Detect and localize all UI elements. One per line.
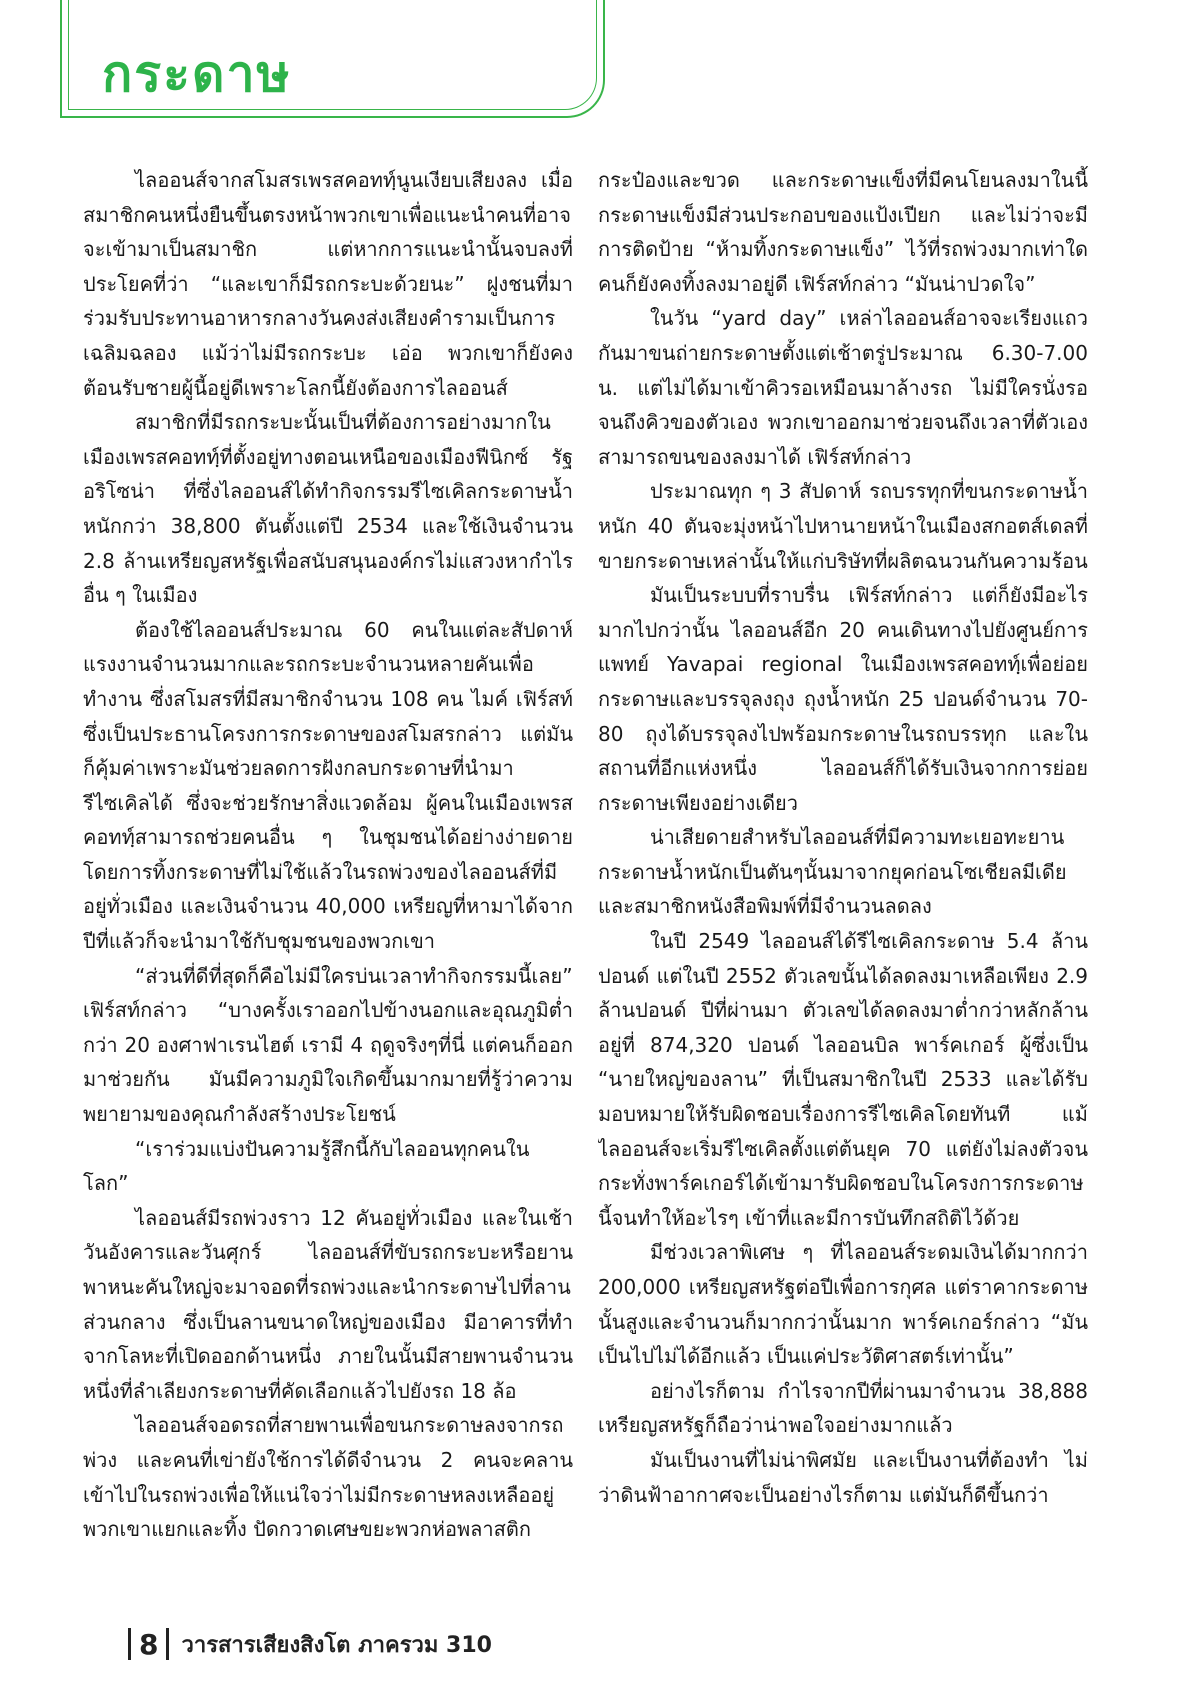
paragraph: ไลออนส์จอดรถที่สายพานเพื่อขนกระดาษลงจากรถพ่วง และคนที่เข่ายังใช้การได้ดีจำนวน 2 คนจะคลานเข้าไปในรถพ่วงเพื่อให้แน่ใจว่าไม่มีกระดาษหลงเหลืออยู่ พวกเขาแยกและทิ้ง ปัดกวาดเศษขยะพวกห่อพลาสติก: [83, 1413, 573, 1542]
paragraph: “เราร่วมแบ่งปันความรู้สึกนี้กับไลออนทุกคนในโลก”: [83, 1136, 530, 1196]
paragraph: ประมาณทุก ๆ 3 สัปดาห์ รถบรรทุกที่ขนกระดาษน้ำหนัก 40 ตันจะมุ่งหน้าไปหานายหน้าในเมืองสกอตส์เดลที่ขายกระดาษเหล่านั้นให้แก่บริษัทที่ผลิตฉนวนกันความร้อน: [598, 479, 1088, 573]
paragraph: ไลออนส์จากสโมสรเพรสคอททฺ์นูนเงียบเสียงลง เมื่อสมาชิกคนหนึ่งยืนขึ้นตรงหน้าพวกเขาเพื่อแนะนำคนที่อาจจะเข้ามาเป็นสมาชิก แต่หากการแนะนำนั้นจบลงที่ประโยคที่ว่า “และเขาก็มีรถกระบะด้วยนะ” ฝูงชนที่มาร่วมรับประทานอาหารกลางวันคงส่งเสียงคำรามเป็นการเฉลิมฉลอง แม้ว่าไม่มีรถกระบะ เอ่อ พวกเขาก็ยังคงต้อนรับชายผู้นี้อยู่ดีเพราะโลกนี้ยังต้องการไลออนส์: [83, 168, 573, 400]
page-number: 8: [139, 1627, 159, 1661]
left-column: [83, 163, 573, 1590]
paragraph: มีช่วงเวลาพิเศษ ๆ ที่ไลออนส์ระดมเงินได้มากกว่า 200,000 เหรียญสหรัฐต่อปีเพื่อการกุศล แต่ราคากระดาษนั้นสูงและจำนวนก็มากกว่านั้นมาก พาร์คเกอร์กล่าว “มันเป็นไปไม่ได้อีกแล้ว เป็นแค่ประวัติศาสตร์เท่านั้น”: [598, 1240, 1088, 1369]
paragraph: ต้องใช้ไลออนส์ประมาณ 60 คนในแต่ละสัปดาห์ แรงงานจำนวนมากและรถกระบะจำนวนหลายคันเพื่อทำงาน ซึ่งสโมสรที่มีสมาชิกจำนวน 108 คน ไมค์ เฟิร์สท์ ซึ่งเป็นประธานโครงการกระดาษของสโมสรกล่าว แต่มันก็คุ้มค่าเพราะมันช่วยลดการฝังกลบกระดาษที่นำมารีไซเคิลได้ ซึ่งจะช่วยรักษาสิ่งแวดล้อม ผู้คนในเมืองเพรสคอททฺ์สามารถช่วยคนอื่น ๆ ในชุมชนได้อย่างง่ายดาย โดยการทิ้งกระดาษที่ไม่ใช้แล้วในรถพ่วงของไลออนส์ที่มีอยู่ทั่วเมือง และเงินจำนวน 40,000 เหรียญที่หามาได้จากปีที่แล้วก็จะนำมาใช้กับชุมชนของพวกเขา: [83, 617, 573, 954]
footer-divider: [128, 1628, 131, 1660]
paragraph: สมาชิกที่มีรถกระบะนั้นเป็นที่ต้องการอย่างมากในเมืองเพรสคอททฺ์ที่ตั้งอยู่ทางตอนเหนือของเมืองฟีนิกซ์ รัฐอริโซน่า ที่ซึ่งไลออนส์ได้ทำกิจกรรมรีไซเคิลกระดาษน้ำหนักกว่า 38,800 ตันตั้งแต่ปี 2534 และใช้เงินจำนวน 2.8 ล้านเหรียญสหรัฐเพื่อสนับสนุนองค์กรไม่แสวงหากำไรอื่น ๆ ในเมือง: [83, 410, 573, 608]
paragraph: กระป๋องและขวด และกระดาษแข็งที่มีคนโยนลงมาในนี้ กระดาษแข็งมีส่วนประกอบของแป้งเปียก และไม่ว่าจะมีการติดป้าย “ห้ามทิ้งกระดาษแข็ง” ไว้ที่รถพ่วงมากเท่าใด คนก็ยังคงทิ้งลงมาอยู่ดี เฟิร์สท์กล่าว “มันน่าปวดใจ”: [598, 168, 1088, 296]
paragraph: ในปี 2549 ไลออนส์ได้รีไซเคิลกระดาษ 5.4 ล้านปอนด์ แต่ในปี 2552 ตัวเลขนั้นได้ลดลงมาเหลือเพียง 2.9 ล้านปอนด์ ปีที่ผ่านมา ตัวเลขได้ลดลงมาต่ำกว่าหลักล้านอยู่ที่ 874,320 ปอนด์ ไลออนบิล พาร์คเกอร์ ผู้ซึ่งเป็น “นายใหญ่ของลาน” ที่เป็นสมาชิกในปี 2533 และได้รับมอบหมายให้รับผิดชอบเรื่องการรีไซเคิลโดยทันที แม้ไลออนส์จะเริ่มรีไซเคิลตั้งแต่ต้นยุค 70 แต่ยังไม่ลงตัวจนกระทั่งพาร์คเกอร์ได้เข้ามารับผิดชอบในโครงการกระดาษนี้จนทำให้อะไรๆ เข้าที่และมีการบันทึกสถิติไว้ด้วย: [598, 929, 1088, 1230]
article-body: [83, 163, 1095, 1590]
page-footer: [128, 1626, 492, 1662]
paragraph: ในวัน “yard day” เหล่าไลออนส์อาจจะเรียงแถวกันมาขนถ่ายกระดาษตั้งแต่เช้าตรู่ประมาณ 6.30-7.00 น. แต่ไม่ได้มาเข้าคิวรอเหมือนมาล้างรถ ไม่มีใครนั่งรอจนถึงคิวของตัวเอง พวกเขาออกมาช่วยจนถึงเวลาที่ตัวเองสามารถขนของลงมาได้ เฟิร์สท์กล่าว: [598, 306, 1088, 469]
paragraph: มันเป็นงานที่ไม่น่าพิศมัย และเป็นงานที่ต้องทำ ไม่ว่าดินฟ้าอากาศจะเป็นอย่างไรก็ตาม แต่มันก็ดีขึ้นกว่า: [598, 1447, 1088, 1507]
section-title: กระดาษ: [102, 45, 292, 103]
footer-divider: [166, 1628, 169, 1660]
journal-name: วารสารเสียงสิงโต ภาครวม 310: [181, 1632, 492, 1658]
right-column: [598, 163, 1088, 1590]
paragraph: ไลออนส์มีรถพ่วงราว 12 คันอยู่ทั่วเมือง และในเช้าวันอังคารและวันศุกร์ ไลออนส์ที่ขับรถกระบะหรือยานพาหนะคันใหญ่จะมาจอดที่รถพ่วงและนำกระดาษไปที่ลานส่วนกลาง ซึ่งเป็นลานขนาดใหญ่ของเมือง มีอาคารที่ทำจากโลหะที่เปิดออกด้านหนึ่ง ภายในนั้นมีสายพานจำนวนหนึ่งที่ลำเลียงกระดาษที่คัดเลือกแล้วไปยังรถ 18 ล้อ: [83, 1205, 573, 1403]
paragraph: อย่างไรก็ตาม กำไรจากปีที่ผ่านมาจำนวน 38,888 เหรียญสหรัฐก็ถือว่าน่าพอใจอย่างมากแล้ว: [598, 1378, 1088, 1438]
paragraph: มันเป็นระบบที่ราบรื่น เฟิร์สท์กล่าว แต่ก็ยังมีอะไรมากไปกว่านั้น ไลออนส์อีก 20 คนเดินทางไปยังศูนย์การแพทย์ Yavapai regional ในเมืองเพรสคอททฺ์เพื่อย่อยกระดาษและบรรจุลงถุง ถุงน้ำหนัก 25 ปอนด์จำนวน 70-80 ถุงได้บรรจุลงไปพร้อมกระดาษในรถบรรทุก และในสถานที่อีกแห่งหนึ่ง ไลออนส์ก็ได้รับเงินจากการย่อยกระดาษเพียงอย่างเดียว: [598, 583, 1088, 815]
paragraph: “ส่วนที่ดีที่สุดก็คือไม่มีใครบ่นเวลาทำกิจกรรมนี้เลย” เฟิร์สท์กล่าว “บางครั้งเราออกไปข้างนอกและอุณภูมิต่ำกว่า 20 องศาฟาเรนไฮต์ เรามี 4 ฤดูจริงๆที่นี่ แต่คนก็ออกมาช่วยกัน มันมีความภูมิใจเกิดขึ้นมากมายที่รู้ว่าความพยายามของคุณกำลังสร้างประโยชน์: [83, 963, 573, 1127]
paragraph: น่าเสียดายสำหรับไลออนส์ที่มีความทะเยอทะยาน กระดาษน้ำหนักเป็นตันๆนั้นมาจากยุคก่อนโซเชียลมีเดีย และสมาชิกหนังสือพิมพ์ที่มีจำนวนลดลง: [598, 825, 1067, 919]
